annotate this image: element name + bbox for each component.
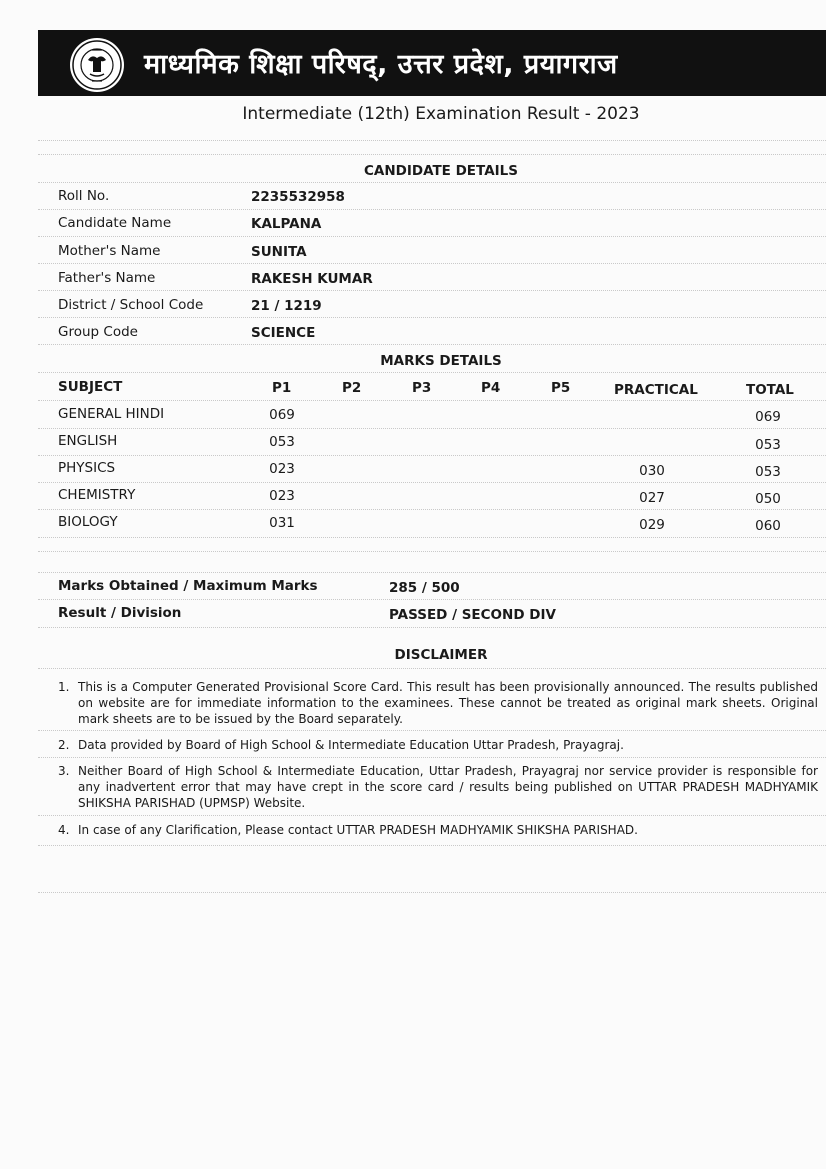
p1-mark: 069 (269, 407, 295, 423)
candidate-name-value: KALPANA (251, 216, 322, 232)
candidate-details-title: CANDIDATE DETAILS (363, 163, 518, 179)
p1-mark: 031 (269, 515, 295, 531)
father-name-value: RAKESH KUMAR (251, 271, 373, 287)
p1-mark: 023 (269, 461, 295, 477)
disclaimer-text: Data provided by Board of High School & Intermediate Education Uttar Pradesh, Prayagraj. (78, 738, 624, 752)
total-mark: 069 (755, 409, 781, 425)
district-school-code-value: 21 / 1219 (251, 298, 322, 314)
divider (38, 572, 826, 573)
divider (38, 372, 826, 373)
board-header-banner (38, 30, 826, 96)
divider (38, 455, 826, 456)
divider (38, 263, 826, 264)
total-mark: 060 (755, 518, 781, 534)
candidate-name-label: Candidate Name (58, 215, 172, 231)
result-division-label: Result / Division (58, 605, 182, 621)
divider (38, 509, 826, 510)
disclaimer-number: 4. (58, 823, 70, 837)
header-p5: P5 (551, 380, 571, 396)
subject-name: ENGLISH (58, 433, 118, 449)
divider (38, 537, 826, 538)
practical-mark: 029 (639, 517, 665, 533)
divider (38, 815, 826, 816)
header-p4: P4 (481, 380, 501, 396)
divider (38, 400, 826, 401)
header-total: TOTAL (746, 382, 794, 398)
divider (38, 317, 826, 318)
district-school-code-label: District / School Code (58, 297, 204, 313)
disclaimer-number: 1. (58, 680, 70, 694)
marks-obtained-label: Marks Obtained / Maximum Marks (58, 578, 318, 594)
divider (38, 140, 826, 141)
roll-no-label: Roll No. (58, 188, 110, 204)
divider (38, 730, 826, 731)
practical-mark: 030 (639, 463, 665, 479)
divider (38, 209, 826, 210)
p1-mark: 053 (269, 434, 295, 450)
disclaimer-number: 3. (58, 764, 70, 778)
marks-details-title: MARKS DETAILS (380, 353, 502, 369)
divider (38, 668, 826, 669)
disclaimer-title: DISCLAIMER (394, 647, 488, 663)
total-mark: 053 (755, 437, 781, 453)
disclaimer-number: 2. (58, 738, 70, 752)
group-code-label: Group Code (58, 324, 138, 340)
header-subject: SUBJECT (58, 379, 123, 395)
total-mark: 053 (755, 464, 781, 480)
header-p3: P3 (412, 380, 432, 396)
disclaimer-text: Neither Board of High School & Intermediate Education, Uttar Pradesh, Prayagraj nor service provider is responsible for any inadvertent error that may have crept in the score card / results being published on UTTAR PRADESH MADHYAMIK SHIKSHA PARISHAD (UPMSP) Website. (78, 764, 818, 810)
divider (38, 627, 826, 628)
p1-mark: 023 (269, 488, 295, 504)
divider (38, 599, 826, 600)
header-p1: P1 (272, 380, 292, 396)
roll-no-value: 2235532958 (251, 189, 345, 205)
divider (38, 236, 826, 237)
marks-obtained-value: 285 / 500 (389, 580, 460, 596)
mother-name-value: SUNITA (251, 244, 307, 260)
subject-name: CHEMISTRY (58, 487, 136, 503)
divider (38, 551, 826, 552)
father-name-label: Father's Name (58, 270, 156, 286)
up-government-emblem-icon (68, 36, 126, 94)
divider (38, 892, 826, 893)
disclaimer-item (58, 679, 818, 727)
practical-mark: 027 (639, 490, 665, 506)
divider (38, 428, 826, 429)
divider (38, 845, 826, 846)
disclaimer-item (58, 822, 818, 838)
divider (38, 482, 826, 483)
exam-title: Intermediate (12th) Examination Result - 2023 (242, 104, 640, 124)
disclaimer-item (58, 737, 818, 753)
total-mark: 050 (755, 491, 781, 507)
disclaimer-item (58, 763, 818, 811)
group-code-value: SCIENCE (251, 325, 316, 341)
disclaimer-text: In case of any Clarification, Please contact UTTAR PRADESH MADHYAMIK SHIKSHA PARISHAD. (78, 823, 638, 837)
subject-name: PHYSICS (58, 460, 116, 476)
mother-name-label: Mother's Name (58, 243, 161, 259)
result-division-value: PASSED / SECOND DIV (389, 607, 556, 623)
header-p2: P2 (342, 380, 362, 396)
subject-name: BIOLOGY (58, 514, 118, 530)
divider (38, 344, 826, 345)
board-title: माध्यमिक शिक्षा परिषद्, उत्तर प्रदेश, प्रयागराज (144, 49, 618, 80)
disclaimer-text: This is a Computer Generated Provisional Score Card. This result has been provisionally announced. The results published on website are for immediate information to the examinees. These cannot be treated as original mark sheets. Original mark sheets are to be issued by the Board separately. (78, 680, 818, 726)
divider (38, 290, 826, 291)
subject-name: GENERAL HINDI (58, 406, 165, 422)
divider (38, 182, 826, 183)
divider (38, 154, 826, 155)
divider (38, 757, 826, 758)
header-practical: PRACTICAL (614, 382, 698, 398)
